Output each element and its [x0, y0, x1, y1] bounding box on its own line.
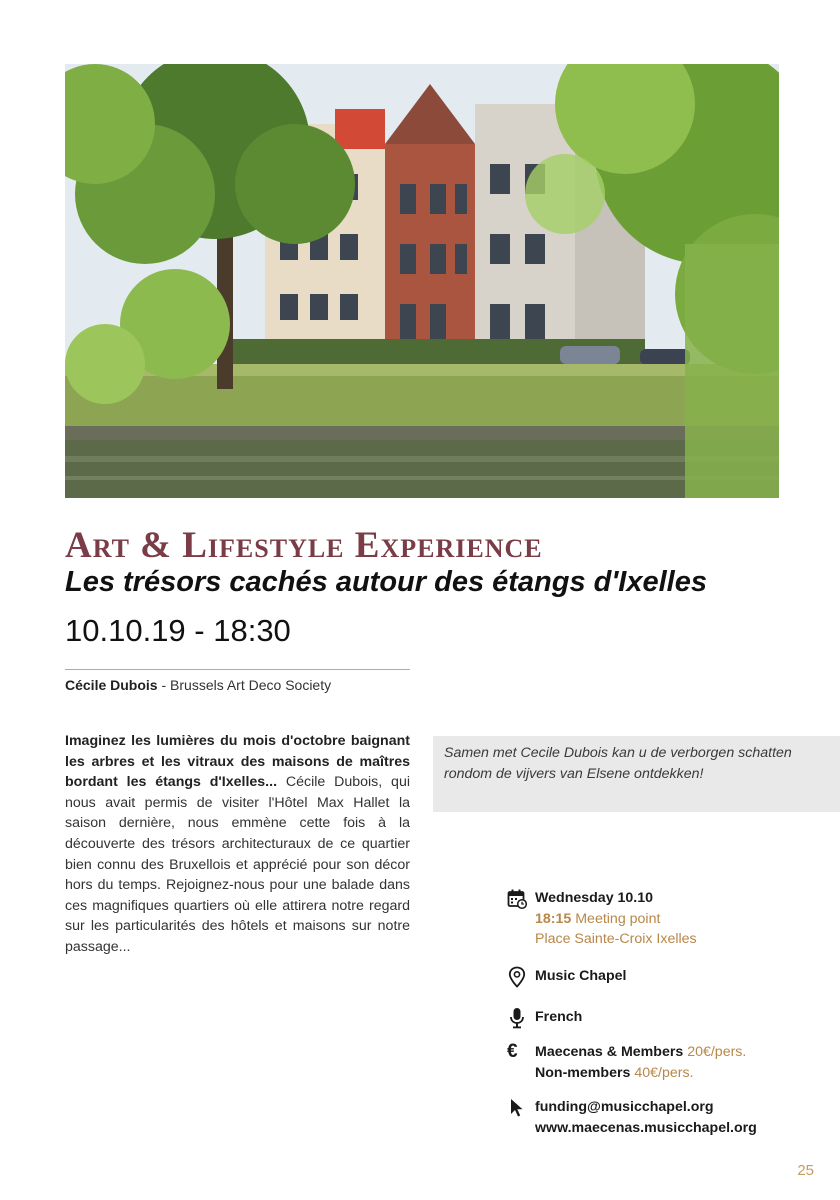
members-price: 20€/pers. [683, 1044, 747, 1060]
event-category-title: Art & Lifestyle Experience [65, 525, 543, 566]
speaker-line [65, 677, 331, 693]
meeting-point-line [535, 909, 807, 930]
nonmembers-price: 40€/pers. [630, 1064, 694, 1081]
nonmembers-price-line [535, 1063, 807, 1084]
microphone-icon [507, 1007, 527, 1029]
ixelles-ponds-illustration [65, 64, 779, 498]
speaker-name: Cécile Dubois [65, 677, 158, 693]
info-contact [507, 1097, 807, 1138]
description-text: Cécile Dubois, qui nous avait permis de visiter l'Hôtel Max Hallet la saison dernière, nous emmène cette fois à la découverte des trésors architecturaux de ce quartier bien connu des Bruxellois et apprécié pour son décor hors du temps. Rejoignez-nous pour une balade dans ces magnifiques quartiers où elle attirera notre regard sur les particularités des hôtels et maisons sur notre passage... [65, 774, 410, 955]
speaker-separator: - [157, 677, 171, 693]
meeting-time: 18:15 [535, 910, 572, 927]
language-label: French [535, 1009, 583, 1025]
event-title: Les trésors cachés autour des étangs d'Ixelles [65, 566, 707, 598]
event-day: Wednesday 10.10 [535, 890, 654, 906]
meeting-place: Place Sainte-Croix Ixelles [535, 931, 697, 947]
info-venue [507, 966, 807, 987]
members-price-line [535, 1042, 807, 1063]
hero-photo [65, 64, 779, 498]
contact-email[interactable]: funding@musicchapel.org [535, 1099, 714, 1115]
description-lead: Imaginez les lumières du mois d'octobre baignant les arbres et les vitraux des maisons de maîtres bordant les étangs d'Ixelles... [65, 733, 410, 791]
dutch-summary-box: Samen met Cecile Dubois kan u de verborgen schatten rondom de vijvers van Elsene ontdekken! [433, 736, 840, 812]
event-datetime: 10.10.19 - 18:30 [65, 613, 291, 648]
page-number: 25 [797, 1162, 814, 1179]
calendar-icon [507, 888, 527, 910]
contact-website[interactable]: www.maecenas.musicchapel.org [535, 1119, 757, 1136]
cursor-icon [507, 1097, 527, 1119]
meeting-label: Meeting point [571, 910, 661, 927]
location-pin-icon [507, 966, 527, 988]
venue-name: Music Chapel [535, 968, 627, 984]
euro-icon: € [507, 1041, 518, 1062]
info-language [507, 1007, 807, 1028]
event-description [65, 731, 410, 958]
members-label: Maecenas & Members [535, 1044, 684, 1060]
info-date [507, 888, 807, 950]
info-price [507, 1042, 807, 1083]
divider [65, 669, 410, 670]
nonmembers-label: Non-members [535, 1064, 631, 1081]
speaker-organisation: Brussels Art Deco Society [170, 677, 332, 693]
